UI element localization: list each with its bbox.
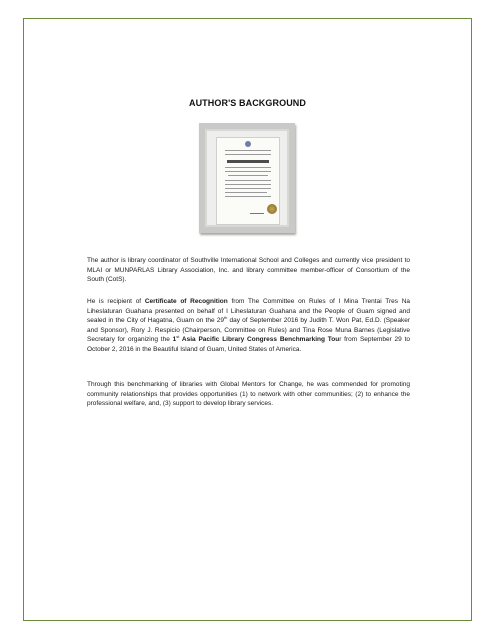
paragraph-2 xyxy=(87,297,410,355)
paragraph-2-part3: day of September 2016 by Judith T. Won Pat, Ed.D. (Speaker and Sponsor), Rory J. Respicio (Chairperson, Committee on Rules) and Tina Rose Muna Barnes (Legislative Secretary for organizing the xyxy=(87,317,410,344)
event-ordinal-suffix: st xyxy=(176,334,180,340)
paragraph-3 xyxy=(87,380,410,409)
certificate-line xyxy=(225,150,271,151)
certificate-recipient-name xyxy=(227,160,269,163)
certificate-mat xyxy=(207,131,287,225)
paragraph-2-part4: r from September 29 to October 2, 2016 in the Beautiful Island of Guam, United States of America. xyxy=(87,336,410,353)
certificate-line xyxy=(225,188,271,189)
ordinal-suffix: th xyxy=(224,315,228,321)
seal-icon xyxy=(245,141,251,147)
certificate-line xyxy=(225,180,271,181)
event-title: Asia Pacific Library Congress Benchmarking Tou xyxy=(179,336,340,344)
certificate-line xyxy=(225,171,271,172)
paragraph-2-part2: from The Committee on Rules of I Mina Trentai Tres Na Liheslaturan Guahana presented on behalf of I Liheslaturan Guahana and the People of Guam signed and sealed in the City of Hagatna, Guam on the 29 xyxy=(87,298,411,325)
certificate-line xyxy=(225,154,271,155)
certificate-paper xyxy=(216,137,280,225)
paragraph-1-text: The author is library coordinator of Southville International School and Colleges and currently vice president to MLAI or MUNPARLAS Library Association, Inc. and library committee member-officer of Consortium of the South (CotS). xyxy=(87,257,410,284)
event-ordinal: 1 xyxy=(172,336,177,344)
gold-seal-icon xyxy=(267,204,277,214)
page-title: AUTHOR'S BACKGROUND xyxy=(188,98,307,108)
certificate-line xyxy=(225,196,271,197)
paragraph-3-text: Through this benchmarking of libraries with Global Mentors for Change, he was commended for promoting community relationships that provides opportunities (1) to network with other communities; (2) to enhance the professional welfare, and, (3) support to develop library services. xyxy=(87,381,410,408)
signature-icon xyxy=(250,211,264,214)
certificate-image xyxy=(199,123,295,233)
paragraph-1 xyxy=(87,256,410,285)
paragraph-2-part1: He is recipient of xyxy=(87,298,145,305)
certificate-title: Certificate of Recognition xyxy=(144,298,228,305)
certificate-line xyxy=(228,175,268,176)
certificate-line xyxy=(225,184,271,185)
certificate-line xyxy=(225,167,271,168)
certificate-line xyxy=(225,192,267,193)
paragraph-2-text xyxy=(87,297,410,355)
